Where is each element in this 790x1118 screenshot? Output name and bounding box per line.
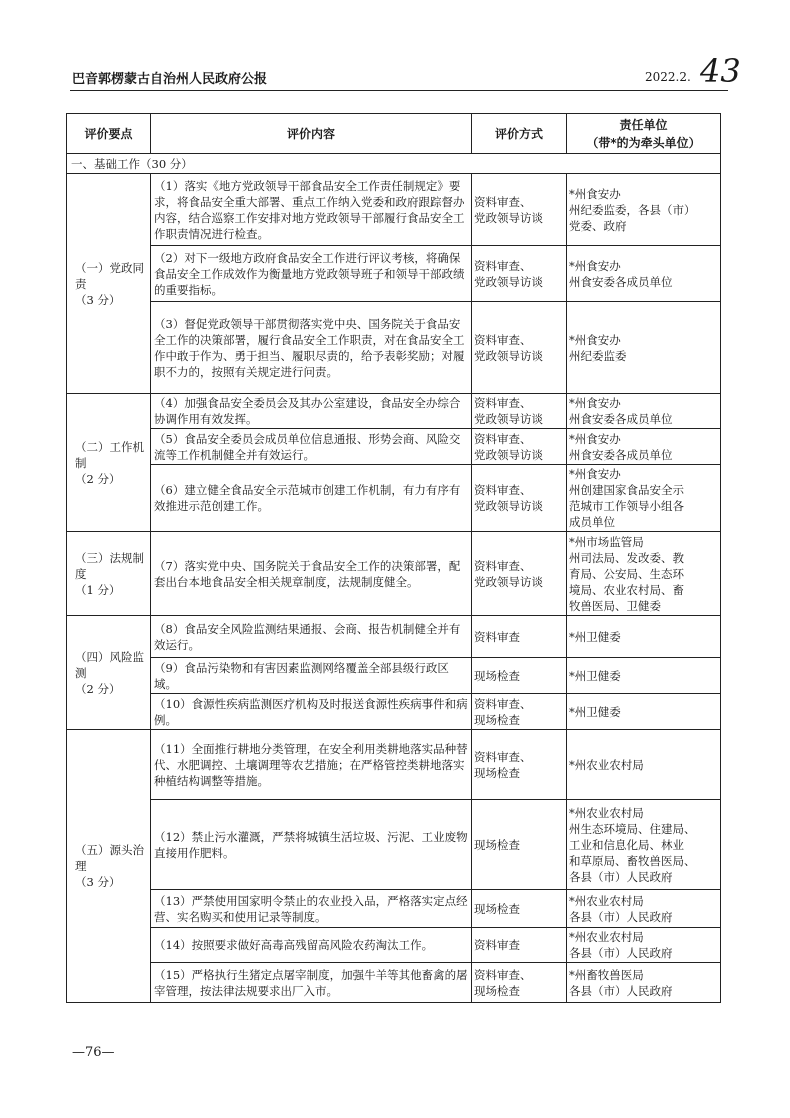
method-cell: [472, 532, 567, 616]
method-line: 党政领导访谈: [474, 574, 543, 589]
method-line: 党政领导访谈: [474, 348, 543, 363]
responsible-line: 各县（市）人民政府: [569, 983, 673, 998]
category-line: 责: [75, 276, 87, 291]
header-title: 巴音郭楞蒙古自治州人民政府公报: [72, 72, 268, 87]
content-cell: （7）落实党中央、国务院关于食品安全工作的决策部署，配套出台本地食品安全相关规章制度，法规制度健全。: [151, 532, 472, 616]
responsible-line: *州卫健委: [569, 629, 621, 644]
table-row: [67, 658, 721, 694]
responsible-line: *州畜牧兽医局: [569, 967, 644, 982]
category-line: （2 分）: [75, 471, 121, 486]
header-content: 评价内容: [151, 114, 472, 154]
category-line: （二）工作机: [75, 439, 144, 454]
table-row: [67, 394, 721, 429]
section-title: 一、基础工作（30 分）: [67, 154, 721, 174]
responsible-line: 党委、政府: [569, 218, 627, 233]
method-line: 资料审查、: [474, 258, 532, 273]
category-line: （五）源头治: [75, 843, 144, 857]
responsible-line: *州食安办: [569, 467, 621, 481]
content-cell: （15）严格执行生猪定点屠宰制度，加强牛羊等其他畜禽的屠宰管理，按法律法规要求出厂入市。: [151, 963, 472, 1003]
method-cell: [472, 730, 567, 800]
category-cell: [67, 730, 151, 1003]
method-line: 党政领导访谈: [474, 499, 543, 513]
responsible-line: 州创建国家食品安全示: [569, 483, 684, 497]
responsible-line: 和草原局、畜牧兽医局、: [569, 853, 696, 868]
responsible-line: 范城市工作领导小组各: [569, 499, 684, 513]
responsible-line: *州市场监管局: [569, 534, 644, 549]
method-line: 现场检查: [474, 765, 520, 780]
method-cell: [472, 800, 567, 890]
method-line: 现场检查: [474, 901, 520, 916]
content-cell: （3）督促党政领导干部贯彻落实党中央、国务院关于食品安全工作的决策部署，履行食品安全工作职责，对在食品安全工作中敢于作为、勇于担当、履职尽责的，给予表彰奖励；对履职不力的，按照有关规定进行问责。: [151, 302, 472, 394]
header-rule: [70, 90, 728, 91]
content-cell: （6）建立健全食品安全示范城市创建工作机制，有力有序有效推进示范创建工作。: [151, 465, 472, 532]
responsible-line: *州食安办: [569, 258, 621, 273]
responsible-line: 州食安委各成员单位: [569, 447, 673, 462]
content-cell: （5）食品安全委员会成员单位信息通报、形势会商、风险交流等工作机制健全并有效运行。: [151, 429, 472, 465]
responsible-line: 州食安委各成员单位: [569, 274, 673, 289]
content-cell: （1）落实《地方党政领导干部食品安全工作责任制规定》要求，将食品安全重大部署、重点工作纳入党委和政府跟踪督办内容，结合巡察工作安排对地方党政领导干部履行食品安全工作职责情况进行检查。: [151, 174, 472, 246]
category-line: （三）法规制: [75, 550, 144, 565]
method-cell: [472, 694, 567, 730]
method-line: 资料审查: [474, 938, 520, 952]
responsible-line: 州纪委监委，各县（市）: [569, 202, 696, 217]
responsible-line: *州食安办: [569, 186, 621, 201]
category-line: 制: [75, 455, 87, 470]
responsible-line: 境局、农业农村局、畜: [569, 582, 684, 597]
responsible-cell: [567, 302, 721, 394]
responsible-line: 各县（市）人民政府: [569, 869, 673, 884]
responsible-cell: [567, 465, 721, 532]
table-row: [67, 532, 721, 616]
method-line: 现场检查: [474, 837, 520, 852]
responsible-cell: [567, 928, 721, 963]
table-row: [67, 963, 721, 1003]
responsible-cell: [567, 694, 721, 730]
method-cell: [472, 174, 567, 246]
method-line: 党政领导访谈: [474, 210, 543, 225]
table-row: [67, 694, 721, 730]
responsible-cell: [567, 890, 721, 928]
method-line: 资料审查、: [474, 558, 532, 573]
table-row: [67, 302, 721, 394]
method-cell: [472, 302, 567, 394]
responsible-cell: [567, 246, 721, 302]
category-line: 理: [75, 859, 87, 873]
method-line: 资料审查、: [474, 431, 532, 446]
category-cell: [67, 174, 151, 394]
responsible-line: *州食安办: [569, 396, 621, 410]
category-line: （四）风险监: [75, 649, 144, 664]
header-responsible: [567, 114, 721, 154]
responsible-line: *州食安办: [569, 332, 621, 347]
method-line: 现场检查: [474, 983, 520, 998]
content-cell: （4）加强食品安全委员会及其办公室建设，食品安全办综合协调作用有效发挥。: [151, 394, 472, 429]
content-cell: （9）食品污染物和有害因素监测网络覆盖全部县级行政区域。: [151, 658, 472, 694]
method-line: 党政领导访谈: [474, 412, 543, 426]
category-cell: [67, 394, 151, 532]
method-line: 资料审查: [474, 629, 520, 644]
responsible-line: 成员单位: [569, 515, 615, 529]
method-line: 资料审查、: [474, 696, 532, 711]
method-line: 资料审查、: [474, 483, 532, 497]
responsible-line: *州食安办: [569, 431, 621, 446]
method-cell: [472, 890, 567, 928]
responsible-line: 牧兽医局、卫健委: [569, 598, 661, 613]
category-line: （3 分）: [75, 292, 121, 307]
content-cell: （2）对下一级地方政府食品安全工作进行评议考核，将确保食品安全工作成效作为衡量地方党政领导班子和领导干部政绩的重要指标。: [151, 246, 472, 302]
responsible-line: *州农业农村局: [569, 893, 644, 908]
responsible-line: 各县（市）人民政府: [569, 909, 673, 924]
method-line: 资料审查、: [474, 332, 532, 347]
category-line: （3 分）: [75, 875, 121, 889]
responsible-cell: [567, 532, 721, 616]
responsible-line: *州农业农村局: [569, 757, 644, 772]
responsible-line: *州农业农村局: [569, 930, 644, 944]
table-row: [67, 429, 721, 465]
content-cell: （12）禁止污水灌溉，严禁将城镇生活垃圾、污泥、工业废物直接用作肥料。: [151, 800, 472, 890]
responsible-line: 州食安委各成员单位: [569, 412, 673, 426]
responsible-line: *州卫健委: [569, 704, 621, 719]
table-row: [67, 800, 721, 890]
category-line: （2 分）: [75, 681, 121, 696]
responsible-cell: [567, 800, 721, 890]
table-row: [67, 616, 721, 658]
responsible-cell: [567, 429, 721, 465]
header-responsible-note: （带*的为牵头单位）: [586, 135, 701, 150]
category-cell: [67, 616, 151, 730]
method-cell: [472, 394, 567, 429]
header-date: 2022.2.: [645, 70, 691, 84]
header-responsible-label: 责任单位: [619, 117, 668, 132]
method-cell: [472, 928, 567, 963]
responsible-cell: [567, 174, 721, 246]
table-row: [67, 890, 721, 928]
method-line: 现场检查: [474, 712, 520, 727]
responsible-line: *州农业农村局: [569, 805, 644, 820]
responsible-line: 州生态环境局、住建局、: [569, 821, 696, 836]
category-line: （一）党政同: [75, 260, 144, 275]
responsible-line: *州卫健委: [569, 668, 621, 683]
method-cell: [472, 658, 567, 694]
content-cell: （11）全面推行耕地分类管理，在安全利用类耕地落实品种替代、水肥调控、土壤调理等农艺措施；在严格管控类耕地落实种植结构调整等措施。: [151, 730, 472, 800]
category-cell: [67, 532, 151, 616]
method-cell: [472, 616, 567, 658]
footer-page: —76—: [72, 1045, 115, 1060]
category-line: 度: [75, 566, 87, 581]
responsible-line: 育局、公安局、生态环: [569, 566, 684, 581]
method-cell: [472, 465, 567, 532]
method-cell: [472, 963, 567, 1003]
table-row: [67, 174, 721, 246]
header-indicator: 评价要点: [67, 114, 151, 154]
category-line: （1 分）: [75, 582, 121, 597]
responsible-line: 州纪委监委: [569, 348, 627, 363]
method-cell: [472, 246, 567, 302]
table-row: [67, 928, 721, 963]
responsible-cell: [567, 658, 721, 694]
method-line: 资料审查、: [474, 194, 532, 209]
responsible-line: 各县（市）人民政府: [569, 946, 673, 960]
responsible-cell: [567, 730, 721, 800]
content-cell: （14）按照要求做好高毒高残留高风险农药淘汰工作。: [151, 928, 472, 963]
content-cell: （8）食品安全风险监测结果通报、会商、报告机制健全并有效运行。: [151, 616, 472, 658]
table-row: [67, 246, 721, 302]
method-cell: [472, 429, 567, 465]
method-line: 党政领导访谈: [474, 274, 543, 289]
method-line: 现场检查: [474, 668, 520, 683]
header-page-number: 43: [700, 52, 741, 90]
content-cell: （10）食源性疾病监测医疗机构及时报送食源性疾病事件和病例。: [151, 694, 472, 730]
table-row: [67, 730, 721, 800]
responsible-line: 州司法局、发改委、教: [569, 550, 684, 565]
method-line: 资料审查、: [474, 967, 532, 982]
responsible-cell: [567, 394, 721, 429]
category-line: 测: [75, 665, 87, 680]
content-cell: （13）严禁使用国家明令禁止的农业投入品，严格落实定点经营、实名购买和使用记录等制度。: [151, 890, 472, 928]
method-line: 党政领导访谈: [474, 447, 543, 462]
method-line: 资料审查、: [474, 749, 532, 764]
method-line: 资料审查、: [474, 396, 532, 410]
header-method: 评价方式: [472, 114, 567, 154]
responsible-line: 工业和信息化局、林业: [569, 837, 684, 852]
responsible-cell: [567, 963, 721, 1003]
table-row: [67, 465, 721, 532]
responsible-cell: [567, 616, 721, 658]
evaluation-table: [66, 113, 721, 1003]
